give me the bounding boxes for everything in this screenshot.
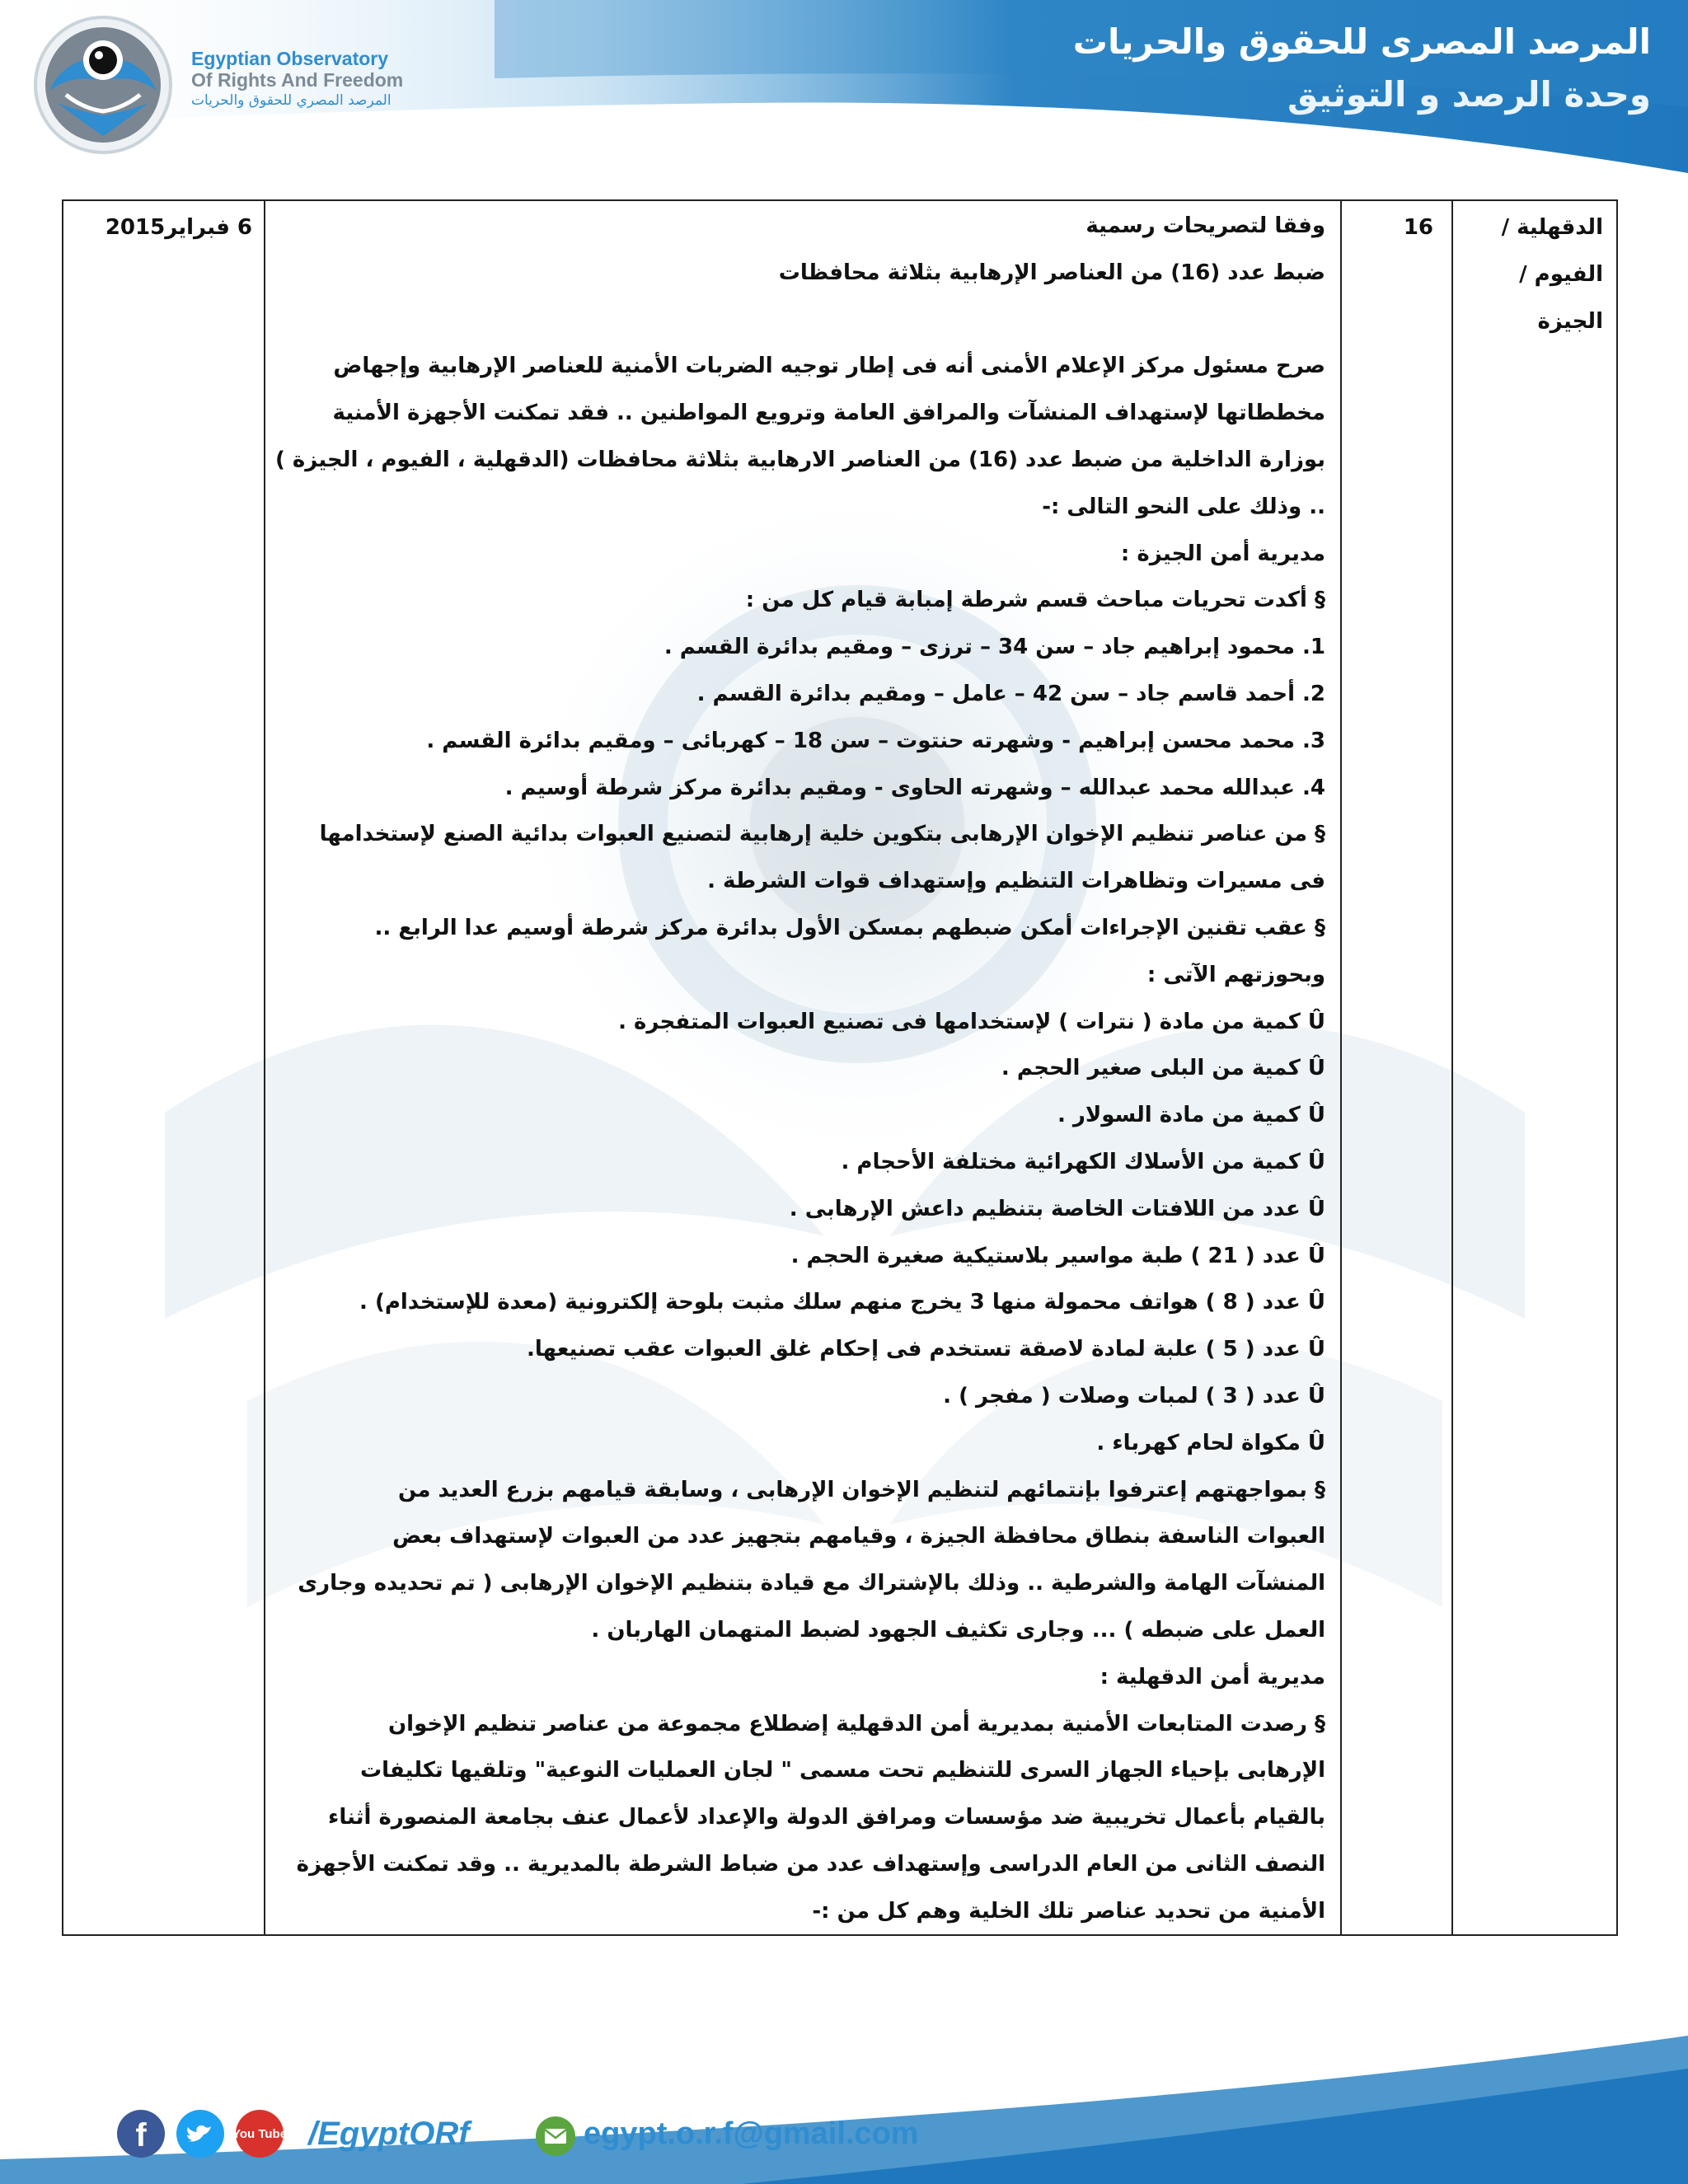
details-line: Û كمية من مادة ( نترات ) لإستخدامها فى تصنيع العبوات المتفجرة . [618,1009,1325,1034]
details-line: 2. أحمد قاسم جاد – سن 42 – عامل – ومقيم بدائرة القسم . [696,681,1325,706]
details-line: مديرية أمن الجيزة : [1120,541,1325,566]
header-subtitle: وحدة الرصد و التوثيق [1287,74,1651,115]
details-line: Û عدد ( 21 ) طبة مواسير بلاستيكية صغيرة الحجم . [790,1243,1325,1268]
details-line: 4. عبدالله محمد عبدالله – وشهرته الحاوى - ومقيم بدائرة مركز شرطة أوسيم . [504,775,1325,800]
date-cell [63,200,265,1935]
details-line: المنشآت الهامة والشرطية .. وذلك بالإشتراك مع قيادة بتنظيم الإخوان الإرهابى ( تم تحديده وجارى [298,1571,1325,1596]
details-line: الإرهابى بإحياء الجهاز السرى للتنظيم تحت مسمى " لجان العمليات النوعية" وتلقيها تكليفات [359,1758,1325,1783]
details-text [265,201,1340,1934]
twitter-icon[interactable] [176,2110,224,2158]
details-line: العمل على ضبطه ) ... وجارى تكثيف الجهود لضبط المتهمان الهاربان . [591,1617,1325,1643]
governorate-item: الدقهلية / [1501,215,1603,240]
header-title: المرصد المصرى للحقوق والحريات [1072,21,1651,62]
details-line: النصف الثانى من العام الدراسى وإستهداف عدد من ضباط الشرطة بالمديرية .. وقد تمكنت الأجهزة [296,1851,1325,1877]
details-line: بوزارة الداخلية من ضبط عدد (16) من العناصر الارهابية بثلاثة محافظات (الدقهلية ، الفيوم ، الجيزة ) [274,447,1325,472]
details-line: ضبط عدد (16) من العناصر الإرهابية بثلاثة محافظات [778,260,1325,285]
record-table [62,199,1618,1936]
details-line: Û عدد ( 8 ) هواتف محمولة منها 3 يخرج منهم سلك مثبت بلوحة إلكترونية (معدة للإستخدام) . [359,1290,1325,1315]
details-line: فى مسيرات وتظاهرات التنظيم وإستهداف قوات الشرطة . [707,869,1325,894]
details-line: مخططاتها لإستهداف المنشآت والمرافق العامة وترويع المواطنين .. فقد تمكنت الأجهزة الأمنية [332,401,1325,426]
count-value: 16 [1403,215,1433,240]
details-line: بالقيام بأعمال تخريبية ضد مؤسسات ومرافق الدولة والإعداد لأعمال عنف بجامعة المنصورة أثناء [328,1805,1325,1830]
details-line: Û عدد ( 5 ) علبة لمادة لاصقة تستخدم فى إحكام غلق العبوات عقب تصنيعها. [527,1337,1325,1362]
logo-text [191,48,403,110]
details-line: Û كمية من مادة السولار . [1057,1103,1325,1128]
logo-subname-en: Of Rights And Freedom [191,69,404,91]
details-line: مديرية أمن الدقهلية : [1100,1664,1325,1690]
details-line: § من عناصر تنظيم الإخوان الإرهابى بتكوين خلية إرهابية لتصنيع العبوات بدائية الصنع لإستخدامها [319,822,1325,847]
details-line: Û مكواة لحام كهرباء . [1096,1430,1325,1455]
details-line: § رصدت المتابعات الأمنية بمديرية أمن الدقهلية إضطلاع مجموعة من عناصر تنظيم الإخوان [387,1711,1325,1736]
details-line: § أكدت تحريات مباحث قسم شرطة إمبابة قيام كل من : [745,588,1325,613]
details-line: Û عدد من اللافتات الخاصة بتنظيم داعش الإرهابى . [789,1196,1325,1221]
governorates-cell [1452,200,1617,1935]
details-line: § عقب تقنين الإجراءات أمكن ضبطهم بمسكن الأول بدائرة مركز شرطة أوسيم عدا الرابع .. [374,915,1325,940]
count-cell [1341,200,1452,1935]
facebook-icon[interactable] [117,2110,165,2158]
details-line: Û كمية من الأسلاك الكهرائية مختلفة الأحجام . [841,1149,1325,1174]
date-value: 6 فبراير2015 [105,215,252,240]
details-line: 1. محمود إبراهيم جاد – سن 34 – ترزى – ومقيم بدائرة القسم . [663,635,1325,660]
details-line: .. وذلك على النحو التالى :- [1042,494,1325,519]
organization-logo [25,12,185,157]
social-handle-link[interactable]: /EgyptORf [308,2116,470,2152]
details-line: Û عدد ( 3 ) لمبات وصلات ( مفجر ) . [943,1383,1325,1408]
details-blank-line [277,297,1325,344]
table-row [63,200,1617,1935]
details-line: الأمنية من تحديد عناصر تلك الخلية وهم كل من :- [812,1898,1325,1924]
governorates-list [1453,201,1616,345]
youtube-icon-label: You Tube [232,2127,288,2141]
governorate-item: الجيزة [1537,309,1603,334]
svg-text:f: f [135,2117,147,2154]
details-line: 3. محمد محسن إبراهيم - وشهرته حنتوت – سن 18 – كهربائى – ومقيم بدائرة القسم . [426,728,1325,753]
details-line: العبوات الناسفة بنطاق محافظة الجيزة ، وقيامهم بتجهيز عدد من العبوات لإستهداف بعض [392,1524,1325,1549]
mail-icon [536,2116,575,2156]
logo-name-en: Egyptian Observatory [191,48,389,69]
details-line: Û كمية من البلى صغير الحجم . [1001,1056,1325,1081]
details-line: صرح مسئول مركز الإعلام الأمنى أنه فى إطار توجيه الضربات الأمنية للعناصر الإرهابية وإجهاض [333,354,1325,379]
email-link[interactable]: egypt.o.r.f@gmail.com [584,2116,919,2151]
youtube-icon[interactable] [232,2110,288,2158]
details-line: وبحوزتهم الآتى : [1146,962,1325,987]
details-line: وفقا لتصريحات رسمية [1085,213,1325,238]
governorate-item: الفيوم / [1519,262,1603,287]
logo-name-ar: المرصد المصري للحقوق والحريات [191,92,392,109]
details-cell [265,200,1341,1935]
details-line: § بمواجهتهم إعترفوا بإنتمائهم لتنظيم الإخوان الإرهابى ، وسابقة قيامهم بزرع العديد من [397,1477,1325,1502]
